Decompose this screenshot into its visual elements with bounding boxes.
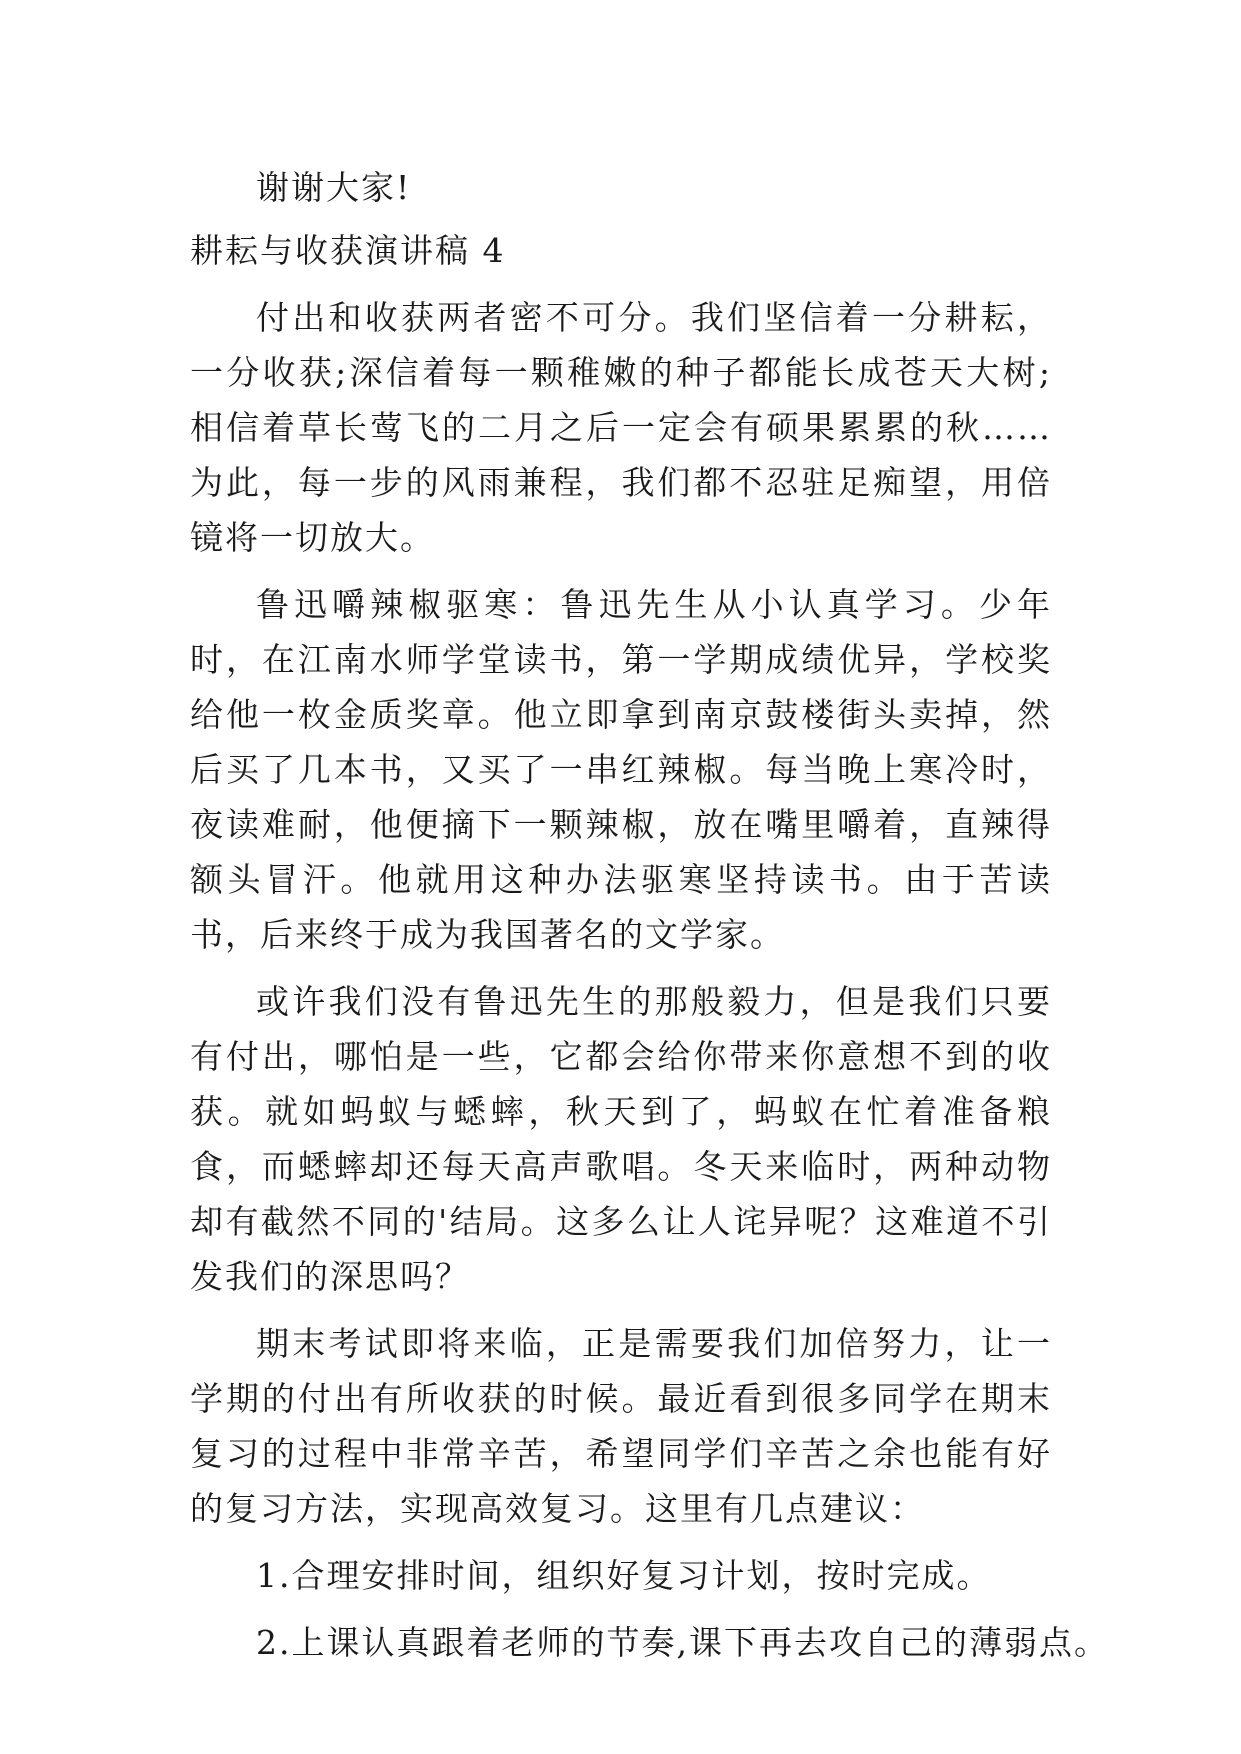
paragraph-3: 或许我们没有鲁迅先生的那般毅力，但是我们只要有付出，哪怕是一些，它都会给你带来你意想不到的收获。就如蚂蚁与蟋蟀，秋天到了，蚂蚁在忙着准备粮食，而蟋蟀却还每天高声歌唱。冬天来临时，两种动物却有截然不同的'结局。这多么让人诧异呢？这难道不引发我们的深思吗？	[190, 982, 1052, 1296]
document-page	[190, 160, 1109, 1670]
paragraph-4: 期末考试即将来临，正是需要我们加倍努力，让一学期的付出有所收获的时候。最近看到很多同学在期末复习的过程中非常辛苦，希望同学们辛苦之余也能有好的复习方法，实现高效复习。这里有几点建议：	[190, 1324, 1052, 1528]
list-item-1: 1.合理安排时间，组织好复习计划，按时完成。	[256, 1556, 992, 1595]
closing-line: 谢谢大家!	[256, 168, 412, 207]
paragraph-1: 付出和收获两者密不可分。我们坚信着一分耕耘，一分收获;深信着每一颗稚嫩的种子都能长成苍天大树;相信着草长莺飞的二月之后一定会有硕果累累的秋……为此，每一步的风雨兼程，我们都不忍驻足痴望，用倍镜将一切放大。	[190, 298, 1052, 557]
list-item-2: 2.上课认真跟着老师的节奏,课下再去攻自己的薄弱点。	[256, 1623, 1109, 1662]
document-heading: 耕耘与收获演讲稿 4	[190, 231, 506, 270]
paragraph-2: 鲁迅嚼辣椒驱寒：鲁迅先生从小认真学习。少年时，在江南水师学堂读书，第一学期成绩优异，学校奖给他一枚金质奖章。他立即拿到南京鼓楼街头卖掉，然后买了几本书，又买了一串红辣椒。每当晚上寒冷时，夜读难耐，他便摘下一颗辣椒，放在嘴里嚼着，直辣得额头冒汗。他就用这种办法驱寒坚持读书。由于苦读书，后来终于成为我国著名的文学家。	[190, 585, 1052, 954]
